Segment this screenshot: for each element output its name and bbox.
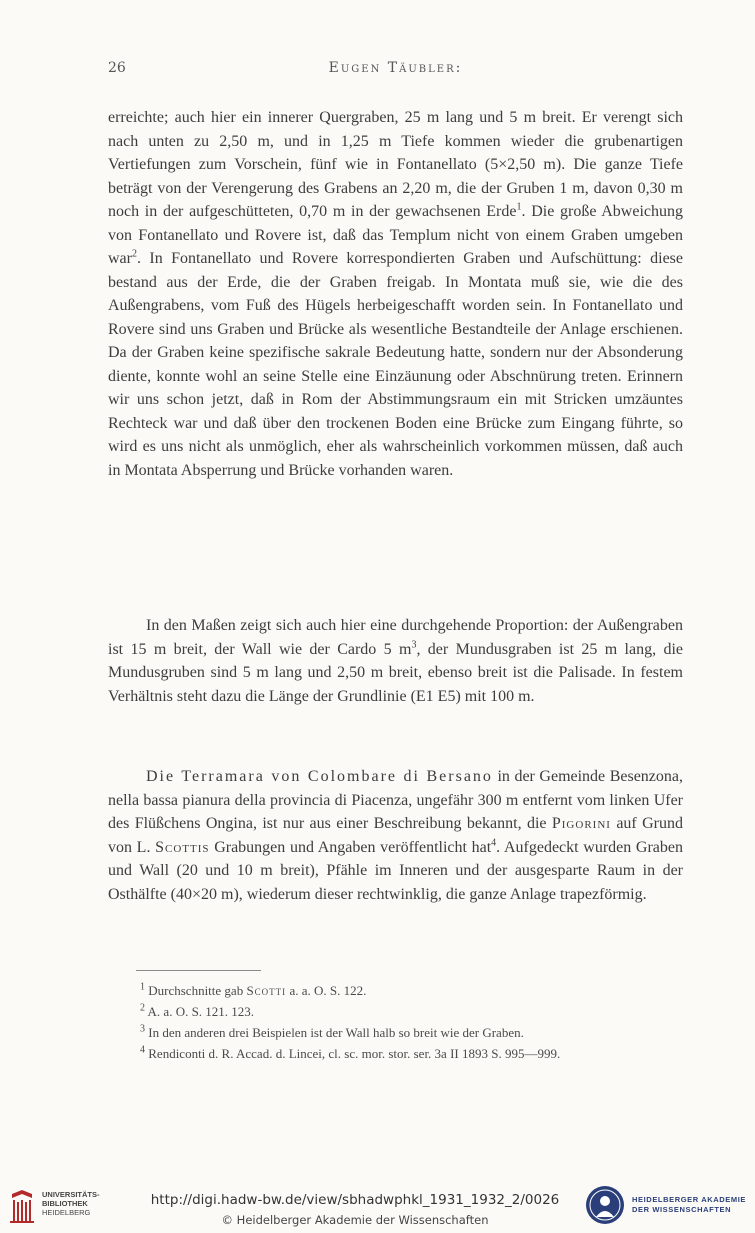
paragraph-3: [108, 765, 683, 906]
paragraph-1-text-a: erreichte; auch hier ein innerer Quergraben, 25 m lang und 5 m breit. Er verengt sich nach unten zu 2,50 m, und in 1,25 m Tiefe kommen wieder die grubenartigen Vertiefungen zum Vorschein, fünf wie in Fontanellato (5×2,50 m). Die ganze Tiefe beträgt von der Verengerung des Grabens an 2,20 m, die der Gruben 1 m, davon 0,30 m noch in der aufgeschütteten, 0,70 m in der gewachsenen Erde: [108, 109, 683, 220]
academy-name: [632, 1195, 752, 1215]
footnote-ref-3: 3: [411, 639, 417, 651]
copyright-notice: © Heidelberger Akademie der Wissenschaften: [221, 1213, 489, 1227]
footnote-text: In den anderen drei Beispielen ist der Wall halb so breit wie der Graben.: [145, 1025, 524, 1040]
paragraph-3-text-d: . Aufgedeckt wurden Graben und Wall (20 und 10 m breit), Pfähle im Inneren und der ausgesparte Raum in der Osthälfte (40×20 m), wiederum dieser rechtwinklig, die ganze Anlage trapezförmig.: [108, 838, 683, 903]
paragraph-3-text-a: in der Gemeinde Besenzona, nella bassa pianura della provincia di Piacenza, ungefähr 300 m entfernt vom linken Ufer des Flüßchens Ongina, ist nur aus einer Beschreibung bekannt, die: [108, 768, 683, 832]
paragraph-2-text-b: , der Mundusgraben ist 25 m lang, die Mundusgruben sind 5 m lang und 2,50 m breit, ebenso breit ist die Palisade. In festem Verhältnis steht dazu die Länge der Grundlinie (E1 E5) mit 100 m.: [108, 640, 683, 705]
academy-name-line: HEIDELBERGER AKADEMIE: [632, 1195, 746, 1204]
footnote-number: 4: [140, 1044, 145, 1056]
footnote-number: 2: [140, 1002, 145, 1014]
footnote: [108, 980, 683, 1001]
academy-name-line: DER WISSENSCHAFTEN: [632, 1205, 732, 1214]
library-name-line: UNIVERSITÄTS-: [42, 1190, 100, 1199]
permalink-url[interactable]: http://digi.hadw-bw.de/view/sbhadwphkl_1931_1932_2/0026: [150, 1192, 560, 1208]
ub-heidelberg-logo-icon[interactable]: [8, 1188, 36, 1224]
footnotes: [108, 980, 683, 1064]
paragraph-1: [108, 106, 683, 482]
footnote: [108, 1001, 683, 1022]
footnote-number: 1: [140, 981, 145, 993]
page-number: 26: [108, 60, 126, 76]
footnote-ref-2: 2: [131, 248, 137, 260]
paragraph-3-text-c: Grabungen und Angaben veröffentlicht hat: [209, 838, 492, 856]
paragraph-2: [108, 614, 683, 708]
footnote-text: Durchschnitte gab: [145, 983, 247, 998]
library-name-line: HEIDELBERG: [42, 1208, 91, 1217]
footnote-divider: [136, 970, 261, 971]
footnote-ref-4: 4: [491, 837, 497, 849]
section-heading-inline: Die Terramara von Colombare di Bersano: [146, 768, 493, 785]
footnote-text: Rendiconti d. R. Accad. d. Lincei, cl. sc. mor. stor. ser. 3a II 1893 S. 995—999.: [145, 1046, 561, 1061]
footnote-author: Scotti: [246, 983, 287, 998]
paragraph-2-text-a: In den Maßen zeigt sich auch hier eine durchgehende Proportion: der Außengraben ist 15 m breit, der Wall wie der Cardo 5 m: [108, 617, 683, 658]
footnote-text: a. a. O. S. 122.: [286, 983, 367, 998]
footnote-ref-1: 1: [516, 201, 522, 213]
paragraph-1-text-b: . Die große Abweichung von Fontanellato und Rovere ist, daß das Templum nicht von einem Graben umgeben war: [108, 203, 684, 267]
running-title: Eugen Täubler:: [328, 60, 463, 76]
author-name-pigorini: Pigorini: [551, 815, 611, 832]
library-name-line: BIBLIOTHEK: [42, 1199, 88, 1208]
paragraph-3-text-b: auf Grund von L.: [108, 815, 683, 856]
paragraph-1-text-c: . In Fontanellato und Rovere korrespondierten Graben und Aufschüttung: diese bestand aus der Erde, die der Graben freigab. In Montata muß sie, wie die des Außengrabens, vom Fuß des Hügels herbeigeschafft worden sein. In Fontanellato und Rovere sind uns Graben und Brücke als wesentliche Bestandteile der Anlage erschienen. Da der Graben keine spezifische sakrale Bedeutung hatte, sondern nur der Absonderung diente, konnte wohl an seine Stelle eine Einzäunung oder Abschnürung treten. Erinnern wir uns schon jetzt, daß in Rom der Abstimmungsraum ein mit Stricken umzäuntes Rechteck war und daß über den trockenen Boden eine Brücke zum Eingang führte, so wird es uns nicht als unmöglich, eher als wahrscheinlich vorkommen müssen, daß auch in Montata Absperrung und Brücke vorhanden waren.: [108, 250, 683, 479]
footer-bar: [0, 1180, 755, 1233]
footnote: [108, 1022, 683, 1043]
academy-seal-icon[interactable]: [585, 1185, 625, 1225]
footnote: [108, 1043, 683, 1064]
library-name: [42, 1190, 132, 1217]
running-header: [108, 60, 683, 84]
footnote-text: A. a. O. S. 121. 123.: [145, 1004, 255, 1019]
footnote-number: 3: [140, 1023, 145, 1035]
author-name-scotti: Scottis: [155, 838, 210, 856]
